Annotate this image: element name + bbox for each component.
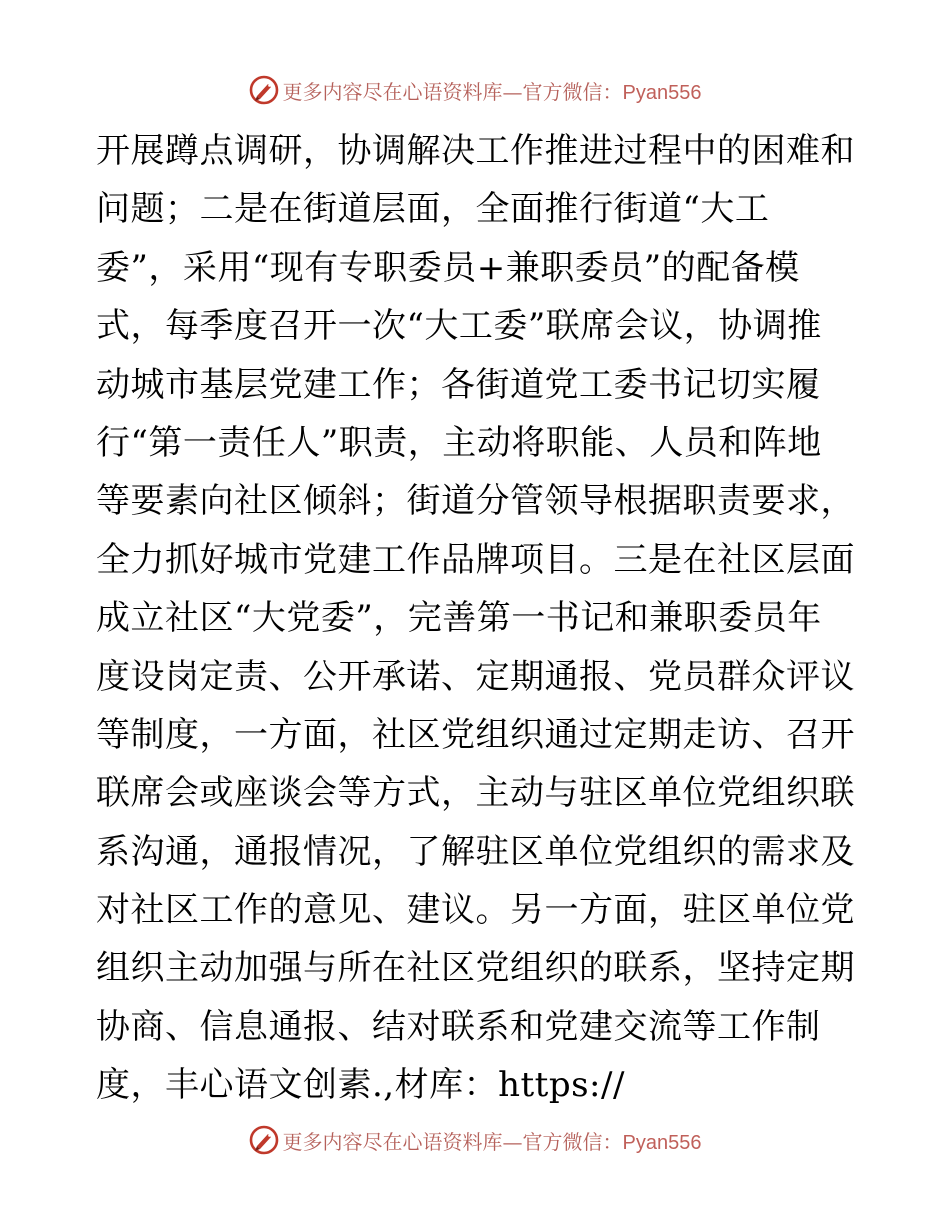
header-banner: [0, 70, 950, 110]
banner-text: [283, 76, 702, 105]
pen-logo-icon: [249, 75, 279, 105]
text-line: 全力抓好城市党建工作品牌项目。三是在社区层面: [96, 539, 855, 580]
text-line: 系沟通，通报情况，了解驻区单位党组织的需求及: [96, 831, 855, 872]
banner-text: [283, 1126, 702, 1155]
text-line: 等要素向社区倾斜；街道分管领导根据职责要求，: [96, 481, 855, 522]
text-line: 式，每季度召开一次“大工委”联席会议，协调推: [96, 306, 822, 347]
text-line: 度设岗定责、公开承诺、定期通报、党员群众评议: [96, 656, 855, 697]
text-line: 动城市基层党建工作；各街道党工委书记切实履: [96, 364, 821, 405]
text-line: 委”，采用“现有专职委员+兼职委员”的配备模: [96, 247, 800, 288]
wechat-handle: Pyan556: [622, 81, 702, 104]
text-line: 开展蹲点调研，协调解决工作推进过程中的困难和: [96, 131, 855, 171]
document-body: [96, 122, 856, 1115]
text-line: 对社区工作的意见、建议。另一方面，驻区单位党: [96, 890, 855, 931]
text-line: 行“第一责任人”职责，主动将职能、人员和阵地: [96, 422, 822, 463]
text-line: 联席会或座谈会等方式，主动与驻区单位党组织联: [96, 773, 855, 814]
footer-banner: [0, 1120, 950, 1160]
wechat-handle: Pyan556: [622, 1131, 702, 1154]
pen-logo-icon: [249, 1125, 279, 1155]
text-line: 成立社区“大党委”，完善第一书记和兼职委员年: [96, 598, 822, 639]
text-line: 等制度，一方面，社区党组织通过定期走访、召开: [96, 714, 855, 755]
text-line: 组织主动加强与所在社区党组织的联系，坚持定期: [96, 948, 855, 989]
text-line: 度，丰心语文创素.,材库：https://: [96, 1065, 625, 1106]
text-line: 协商、信息通报、结对联系和党建交流等工作制: [96, 1006, 821, 1047]
text-line: 问题；二是在街道层面，全面推行街道“大工: [96, 189, 770, 230]
banner-label: 更多内容尽在心语资料库—官方微信：: [282, 79, 623, 104]
banner-label: 更多内容尽在心语资料库—官方微信：: [282, 1129, 623, 1154]
